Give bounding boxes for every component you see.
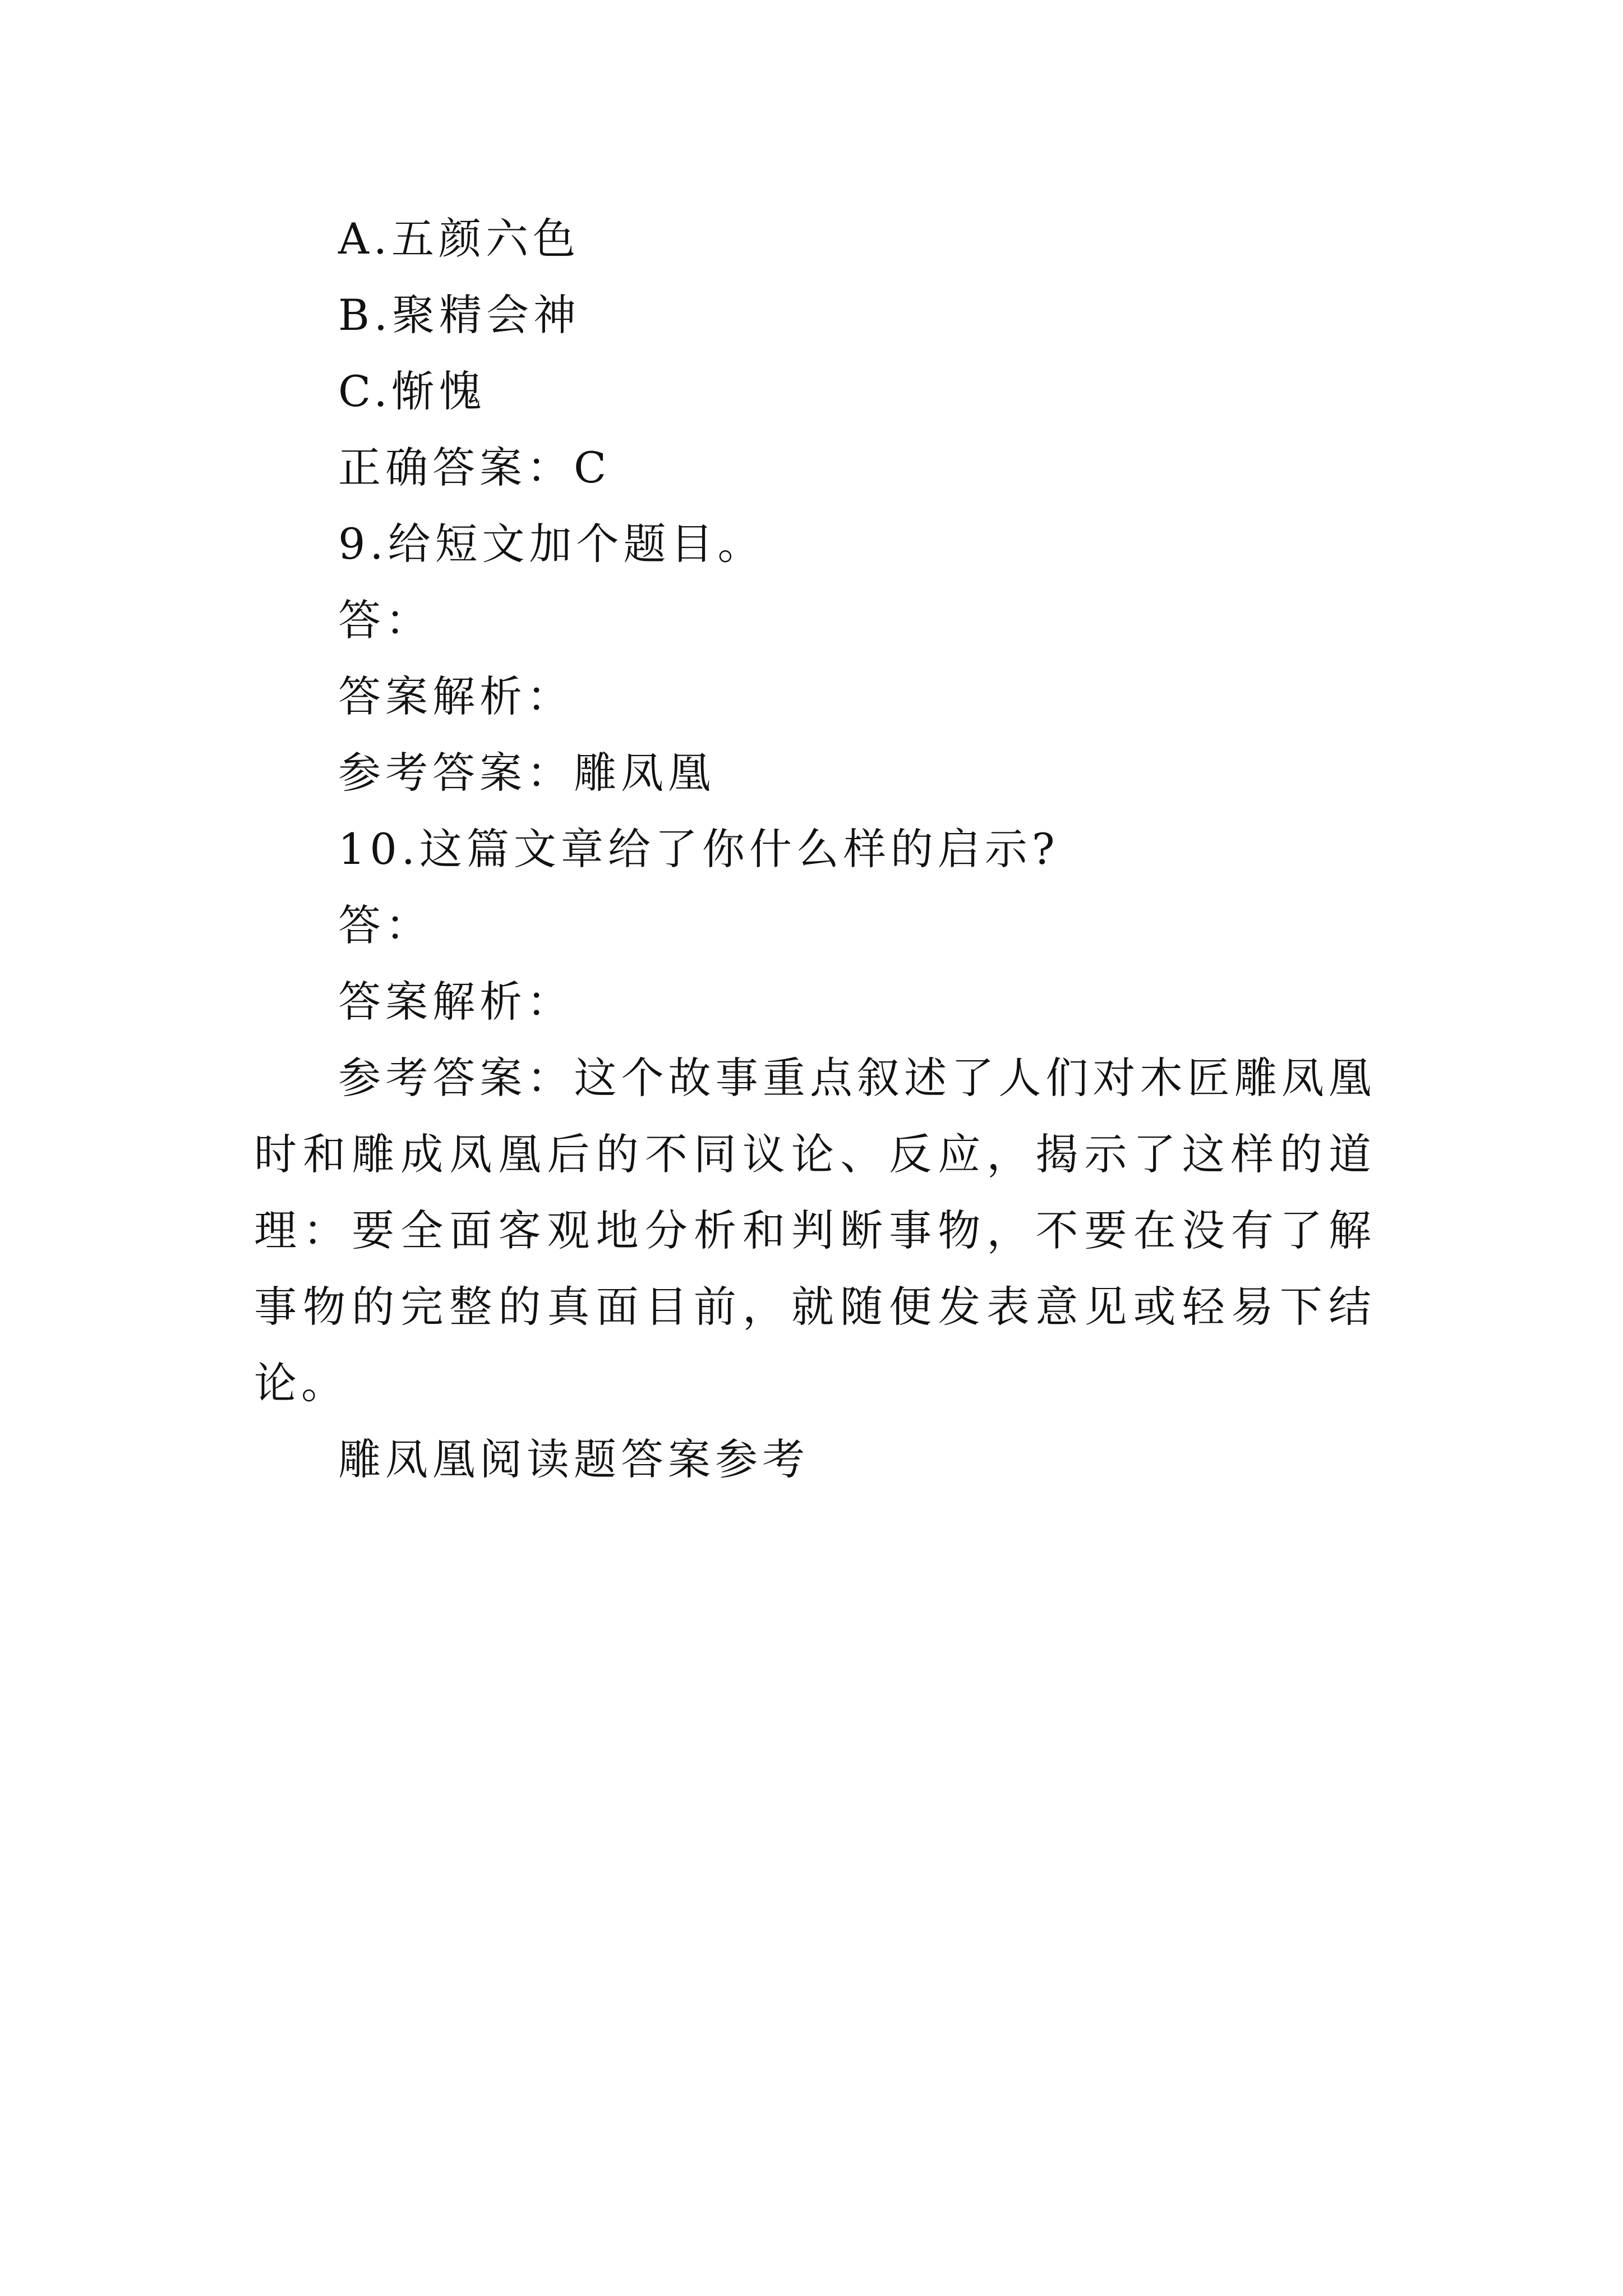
question-9: 9.给短文加个题目。 bbox=[338, 519, 765, 569]
footer-title: 雕凤凰阅读题答案参考 bbox=[338, 1434, 809, 1484]
analysis-label-9: 答案解析： bbox=[338, 671, 574, 721]
analysis-label-10: 答案解析： bbox=[338, 977, 574, 1027]
option-b: B.聚精会神 bbox=[338, 290, 581, 340]
answer-label-10: 答： bbox=[338, 900, 432, 950]
document-body bbox=[254, 201, 1376, 1498]
answer-label-9: 答： bbox=[338, 595, 432, 645]
correct-answer-8: 正确答案：C bbox=[338, 443, 611, 493]
reference-answer-9: 参考答案：雕凤凰 bbox=[338, 748, 715, 798]
option-a: A.五颜六色 bbox=[338, 214, 580, 264]
reference-answer-10: 参考答案：这个故事重点叙述了人们对木匠雕凤凰时和雕成凤凰后的不同议论、反应，揭示了这样的道理：要全面客观地分析和判断事物，不要在没有了解事物的完整的真面目前，就随便发表意见或轻易下结论。 bbox=[254, 1053, 1376, 1408]
question-10: 10.这篇文章给了你什么样的启示? bbox=[338, 824, 1059, 874]
option-c: C.惭愧 bbox=[338, 366, 486, 416]
